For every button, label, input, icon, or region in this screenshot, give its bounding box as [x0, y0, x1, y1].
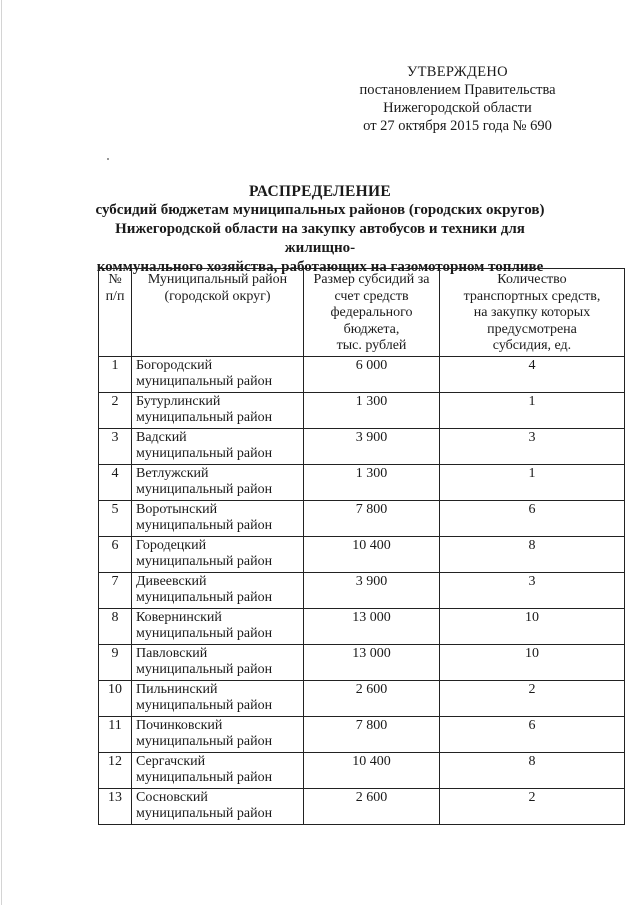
district-cell: [132, 536, 304, 572]
district-name: Ветлужский: [136, 465, 209, 481]
header-vehicles: [440, 269, 625, 357]
table-row: [99, 716, 625, 752]
row-number: 2: [99, 392, 132, 428]
subsidy-amount: 13 000: [304, 608, 440, 644]
row-number: 1: [99, 356, 132, 392]
subsidy-amount: 10 400: [304, 536, 440, 572]
district-type: муниципальный район: [136, 482, 273, 497]
table-row: [99, 392, 625, 428]
vehicle-count: 1: [440, 464, 625, 500]
row-number: 12: [99, 752, 132, 788]
district-type: муниципальный район: [136, 554, 273, 569]
header-district-line-2: (городской округ): [164, 288, 271, 304]
district-name: Павловский: [136, 645, 208, 661]
district-cell: [132, 464, 304, 500]
district-name: Богородский: [136, 357, 213, 373]
subsidy-amount: 2 600: [304, 788, 440, 824]
district-name: Вадский: [136, 429, 187, 445]
header-vehicles-line-2: транспортных средств,: [463, 288, 601, 304]
row-number: 9: [99, 644, 132, 680]
district-cell: [132, 356, 304, 392]
table-row: [99, 680, 625, 716]
subsidy-amount: 10 400: [304, 752, 440, 788]
title-line-1: субсидий бюджетам муниципальных районов (городских округов): [95, 202, 545, 218]
subsidy-amount: 2 600: [304, 680, 440, 716]
header-subsidy-line-1: Размер субсидий за: [313, 272, 430, 287]
header-num: [99, 269, 132, 357]
district-name: Ковернинский: [136, 609, 222, 625]
row-number: 10: [99, 680, 132, 716]
vehicle-count: 3: [440, 572, 625, 608]
header-vehicles-line-5: субсидия, ед.: [492, 338, 572, 353]
vehicle-count: 4: [440, 356, 625, 392]
vehicle-count: 10: [440, 644, 625, 680]
district-cell: [132, 428, 304, 464]
district-name: Сергачский: [136, 753, 206, 769]
header-num-line-1: №: [108, 272, 122, 287]
title-line-2: Нижегородской области на закупку автобусов и техники для жилищно-: [115, 221, 525, 256]
header-subsidy-line-5: тыс. рублей: [336, 338, 407, 353]
district-type: муниципальный район: [136, 590, 273, 605]
table-row: [99, 644, 625, 680]
row-number: 5: [99, 500, 132, 536]
district-cell: [132, 788, 304, 824]
row-number: 8: [99, 608, 132, 644]
subsidy-amount: 1 300: [304, 392, 440, 428]
row-number: 13: [99, 788, 132, 824]
district-name: Сосновский: [136, 789, 208, 805]
header-vehicles-line-1: Количество: [497, 272, 567, 287]
document-title: [90, 182, 550, 277]
title-heading: РАСПРЕДЕЛЕНИЕ: [249, 183, 391, 200]
table-row: [99, 356, 625, 392]
subsidy-amount: 6 000: [304, 356, 440, 392]
district-name: Дивеевский: [136, 573, 207, 589]
district-type: муниципальный район: [136, 770, 273, 785]
district-cell: [132, 608, 304, 644]
row-number: 3: [99, 428, 132, 464]
distribution-table: [98, 268, 625, 825]
subsidy-amount: 3 900: [304, 572, 440, 608]
subsidy-amount: 1 300: [304, 464, 440, 500]
header-district: [132, 269, 304, 357]
approval-line-1: постановлением Правительства: [359, 82, 556, 98]
vehicle-count: 8: [440, 536, 625, 572]
title-line-3: коммунального хозяйства, работающих на газомоторном топливе: [96, 259, 544, 275]
district-cell: [132, 716, 304, 752]
district-name: Бутурлинский: [136, 393, 221, 409]
header-subsidy-line-2: счет средств: [334, 288, 409, 304]
approval-line-2: Нижегородской области: [383, 100, 532, 116]
vehicle-count: 8: [440, 752, 625, 788]
header-vehicles-line-4: предусмотрена: [487, 321, 577, 337]
row-number: 11: [99, 716, 132, 752]
district-type: муниципальный район: [136, 374, 273, 389]
district-name: Пильнинский: [136, 681, 218, 697]
vehicle-count: 1: [440, 392, 625, 428]
header-subsidy: [304, 269, 440, 357]
district-cell: [132, 392, 304, 428]
subsidy-amount: 3 900: [304, 428, 440, 464]
table-row: [99, 500, 625, 536]
district-name: Городецкий: [136, 537, 207, 553]
table-header-row: [99, 269, 625, 357]
district-type: муниципальный район: [136, 662, 273, 677]
header-vehicles-line-3: на закупку которых: [473, 305, 591, 320]
scan-speck: [107, 158, 109, 160]
subsidy-amount: 7 800: [304, 716, 440, 752]
district-type: муниципальный район: [136, 518, 273, 533]
district-type: муниципальный район: [136, 626, 273, 641]
row-number: 6: [99, 536, 132, 572]
district-type: муниципальный район: [136, 806, 273, 821]
district-type: муниципальный район: [136, 410, 273, 425]
table-row: [99, 608, 625, 644]
district-type: муниципальный район: [136, 698, 273, 713]
header-subsidy-line-3: федерального: [330, 305, 413, 320]
district-cell: [132, 680, 304, 716]
district-cell: [132, 752, 304, 788]
vehicle-count: 6: [440, 500, 625, 536]
table-row: [99, 752, 625, 788]
table-row: [99, 788, 625, 824]
vehicle-count: 10: [440, 608, 625, 644]
vehicle-count: 2: [440, 788, 625, 824]
vehicle-count: 2: [440, 680, 625, 716]
district-name: Починковский: [136, 717, 223, 733]
approval-stamp: [340, 63, 575, 135]
vehicle-count: 3: [440, 428, 625, 464]
scan-edge-line: [1, 0, 2, 905]
district-cell: [132, 572, 304, 608]
subsidy-amount: 13 000: [304, 644, 440, 680]
subsidy-amount: 7 800: [304, 500, 440, 536]
header-subsidy-line-4: бюджета,: [343, 321, 400, 337]
district-name: Воротынский: [136, 501, 218, 517]
table-row: [99, 536, 625, 572]
district-type: муниципальный район: [136, 446, 273, 461]
header-num-line-2: п/п: [105, 288, 125, 304]
vehicle-count: 6: [440, 716, 625, 752]
row-number: 7: [99, 572, 132, 608]
table-row: [99, 572, 625, 608]
table-row: [99, 464, 625, 500]
approval-heading: УТВЕРЖДЕНО: [407, 64, 508, 80]
table-row: [99, 428, 625, 464]
district-cell: [132, 500, 304, 536]
approval-line-3: от 27 октября 2015 года № 690: [363, 118, 552, 134]
district-cell: [132, 644, 304, 680]
row-number: 4: [99, 464, 132, 500]
district-type: муниципальный район: [136, 734, 273, 749]
header-district-line-1: Муниципальный район: [147, 272, 288, 287]
